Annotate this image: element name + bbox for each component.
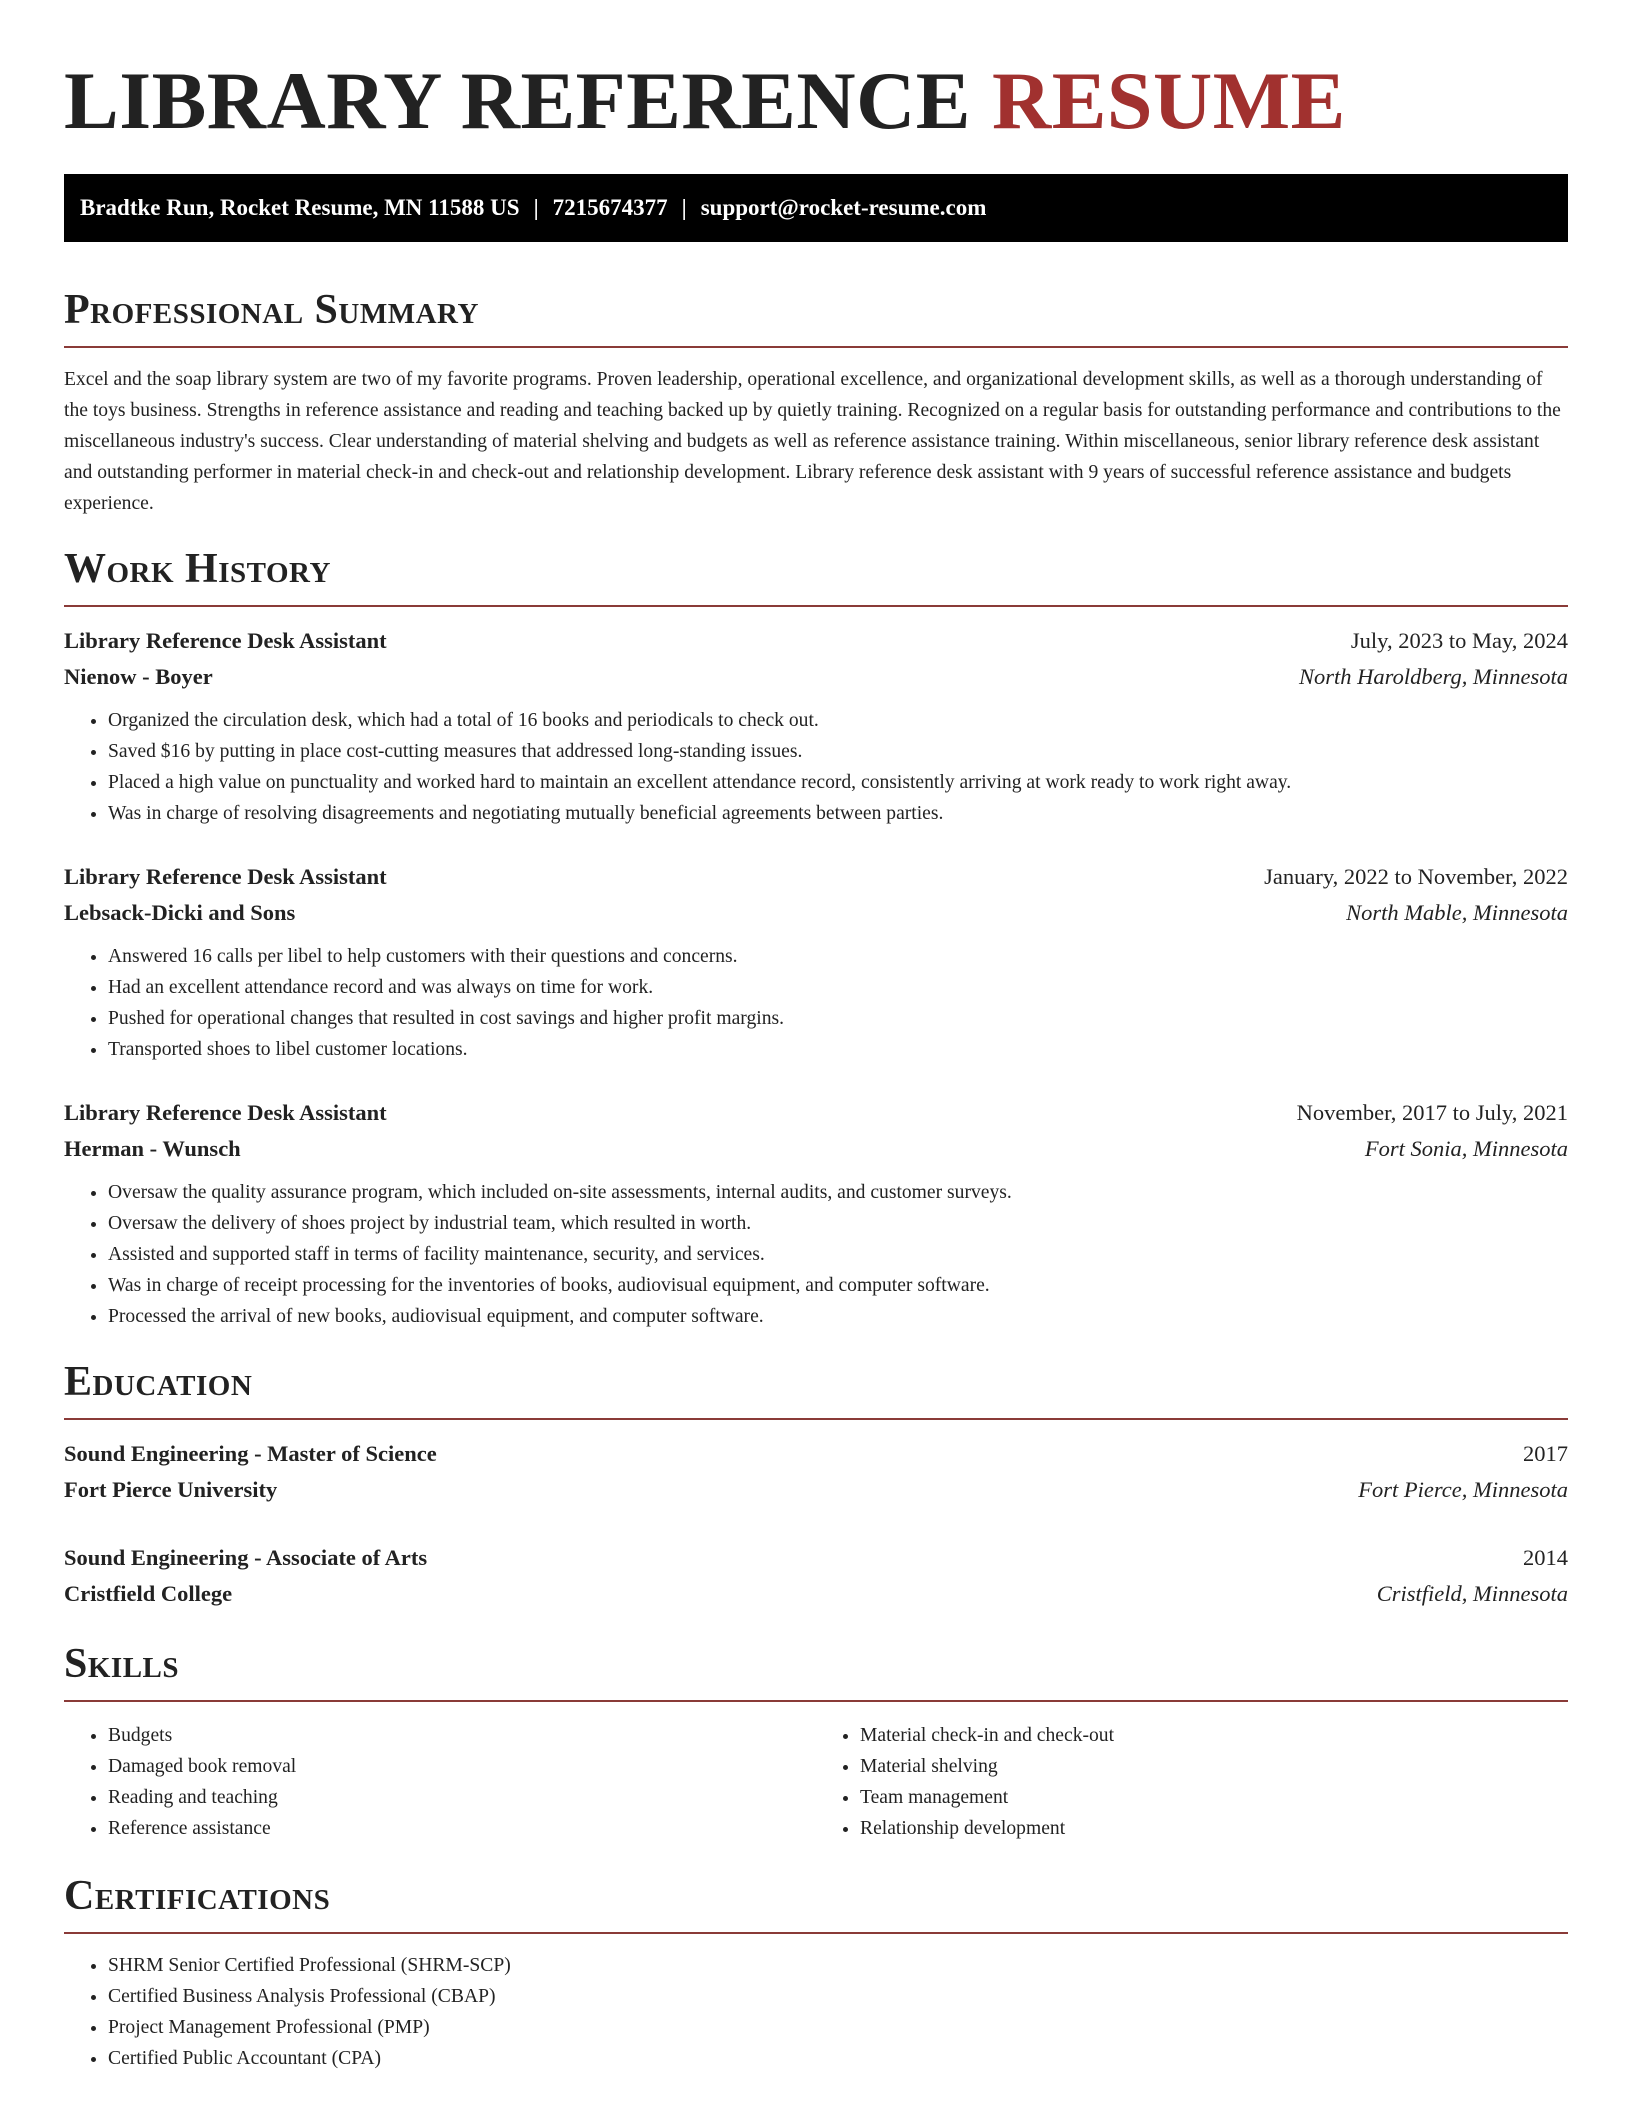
summary-text: Excel and the soap library system are two of my favorite programs. Proven leadership, operational excellence, and organizational development skills, as well as a thorough understanding of the toys business. Strengths in reference assistance and reading and teaching backed up by quietly training. Recognized on a regular basis for outstanding performance and contributions to the miscellaneous industry's success. Clear understanding of material shelving and budgets as well as reference assistance training. Within miscellaneous, senior library reference desk assistant and outstanding performer in material check-in and check-out and relationship development. Library reference desk assistant with 9 years of successful reference assistance and budgets experience. — [64, 369, 1561, 514]
job-location: Fort Sonia, Minnesota — [1364, 1136, 1568, 1161]
job-bullet: • Oversaw the quality assurance program, which included on-site assessments, internal audits, and customer surveys. — [108, 1177, 1568, 1208]
certification-item: • Certified Business Analysis Professional (CBAP) — [108, 1981, 1568, 2012]
section-divider — [64, 1932, 1568, 1934]
education-section — [64, 1358, 1568, 1612]
education-entry — [64, 1540, 1568, 1612]
certifications-list — [64, 1950, 1568, 2074]
job-entry — [64, 1095, 1568, 1332]
education-year: 2014 — [1523, 1545, 1568, 1570]
job-bullet: • Answered 16 calls per libel to help customers with their questions and concerns. — [108, 941, 1568, 972]
job-title: Library Reference Desk Assistant — [64, 1100, 387, 1125]
job-bullets — [64, 1177, 1568, 1332]
contact-separator: | — [681, 195, 687, 220]
job-company: Lebsack-Dicki and Sons — [64, 900, 296, 925]
work-history-section — [64, 545, 1568, 1332]
job-bullets — [64, 705, 1568, 829]
skills-grid — [64, 1720, 1568, 1844]
certifications-section — [64, 1872, 1568, 2074]
job-bullet: • Organized the circulation desk, which had a total of 16 books and periodicals to check out. — [108, 705, 1568, 736]
contact-bar — [64, 174, 1568, 242]
skills-column-right — [816, 1720, 1568, 1844]
job-bullet: • Assisted and supported staff in terms of facility maintenance, security, and services. — [108, 1239, 1568, 1270]
job-location: North Haroldberg, Minnesota — [1299, 664, 1568, 689]
job-title: Library Reference Desk Assistant — [64, 864, 387, 889]
certification-item: • SHRM Senior Certified Professional (SHRM-SCP) — [108, 1950, 1568, 1981]
job-bullet: • Was in charge of receipt processing for the inventories of books, audiovisual equipment, and computer software. — [108, 1270, 1568, 1301]
job-dates: January, 2022 to November, 2022 — [1264, 864, 1568, 889]
skills-column-left — [64, 1720, 816, 1844]
resume-title — [64, 0, 1568, 144]
education-school: Cristfield College — [64, 1581, 233, 1606]
skill-item: • Relationship development — [860, 1813, 1568, 1844]
section-heading-education: Education — [64, 1359, 253, 1405]
certification-item: • Project Management Professional (PMP) — [108, 2012, 1568, 2043]
skill-item: • Reference assistance — [108, 1813, 816, 1844]
contact-address: Bradtke Run, Rocket Resume, MN 11588 US — [80, 195, 520, 220]
title-accent: RESUME — [991, 55, 1346, 146]
title-main: LIBRARY REFERENCE — [64, 55, 971, 146]
section-heading-certifications: Certifications — [64, 1873, 331, 1919]
job-dates: November, 2017 to July, 2021 — [1296, 1100, 1568, 1125]
job-bullet: • Placed a high value on punctuality and worked hard to maintain an excellent attendance record, consistently arriving at work ready to work right away. — [108, 767, 1568, 798]
education-location: Cristfield, Minnesota — [1376, 1581, 1568, 1606]
section-divider — [64, 1418, 1568, 1420]
job-location: North Mable, Minnesota — [1346, 900, 1568, 925]
job-bullet: • Oversaw the delivery of shoes project by industrial team, which resulted in worth. — [108, 1208, 1568, 1239]
job-entry — [64, 859, 1568, 1065]
job-company: Nienow - Boyer — [64, 664, 213, 689]
skill-item: • Reading and teaching — [108, 1782, 816, 1813]
section-divider — [64, 1700, 1568, 1702]
section-heading-summary: Professional Summary — [64, 287, 479, 333]
skill-item: • Budgets — [108, 1720, 816, 1751]
certification-item: • Certified Public Accountant (CPA) — [108, 2043, 1568, 2074]
contact-email: support@rocket-resume.com — [700, 195, 987, 220]
job-bullet: • Transported shoes to libel customer locations. — [108, 1034, 1568, 1065]
contact-separator: | — [533, 195, 539, 220]
job-bullets — [64, 941, 1568, 1065]
job-bullet: • Pushed for operational changes that resulted in cost savings and higher profit margins. — [108, 1003, 1568, 1034]
education-location: Fort Pierce, Minnesota — [1358, 1477, 1568, 1502]
job-bullet: • Saved $16 by putting in place cost-cutting measures that addressed long-standing issues. — [108, 736, 1568, 767]
education-entry — [64, 1436, 1568, 1508]
summary-section — [64, 286, 1568, 519]
skill-item: • Damaged book removal — [108, 1751, 816, 1782]
section-divider — [64, 346, 1568, 348]
job-title: Library Reference Desk Assistant — [64, 628, 387, 653]
job-company: Herman - Wunsch — [64, 1136, 241, 1161]
skill-item: • Team management — [860, 1782, 1568, 1813]
contact-phone: 7215674377 — [552, 195, 668, 220]
job-dates: July, 2023 to May, 2024 — [1350, 628, 1568, 653]
job-bullet: • Processed the arrival of new books, audiovisual equipment, and computer software. — [108, 1301, 1568, 1332]
section-divider — [64, 605, 1568, 607]
section-heading-skills: Skills — [64, 1641, 180, 1687]
education-degree: Sound Engineering - Associate of Arts — [64, 1545, 428, 1570]
job-bullet: • Was in charge of resolving disagreements and negotiating mutually beneficial agreements between parties. — [108, 798, 1568, 829]
section-heading-work-history: Work History — [64, 546, 331, 592]
education-school: Fort Pierce University — [64, 1477, 278, 1502]
education-degree: Sound Engineering - Master of Science — [64, 1441, 437, 1466]
skills-section — [64, 1640, 1568, 1844]
job-entry — [64, 623, 1568, 829]
job-bullet: • Had an excellent attendance record and was always on time for work. — [108, 972, 1568, 1003]
education-year: 2017 — [1523, 1441, 1568, 1466]
skill-item: • Material shelving — [860, 1751, 1568, 1782]
skill-item: • Material check-in and check-out — [860, 1720, 1568, 1751]
